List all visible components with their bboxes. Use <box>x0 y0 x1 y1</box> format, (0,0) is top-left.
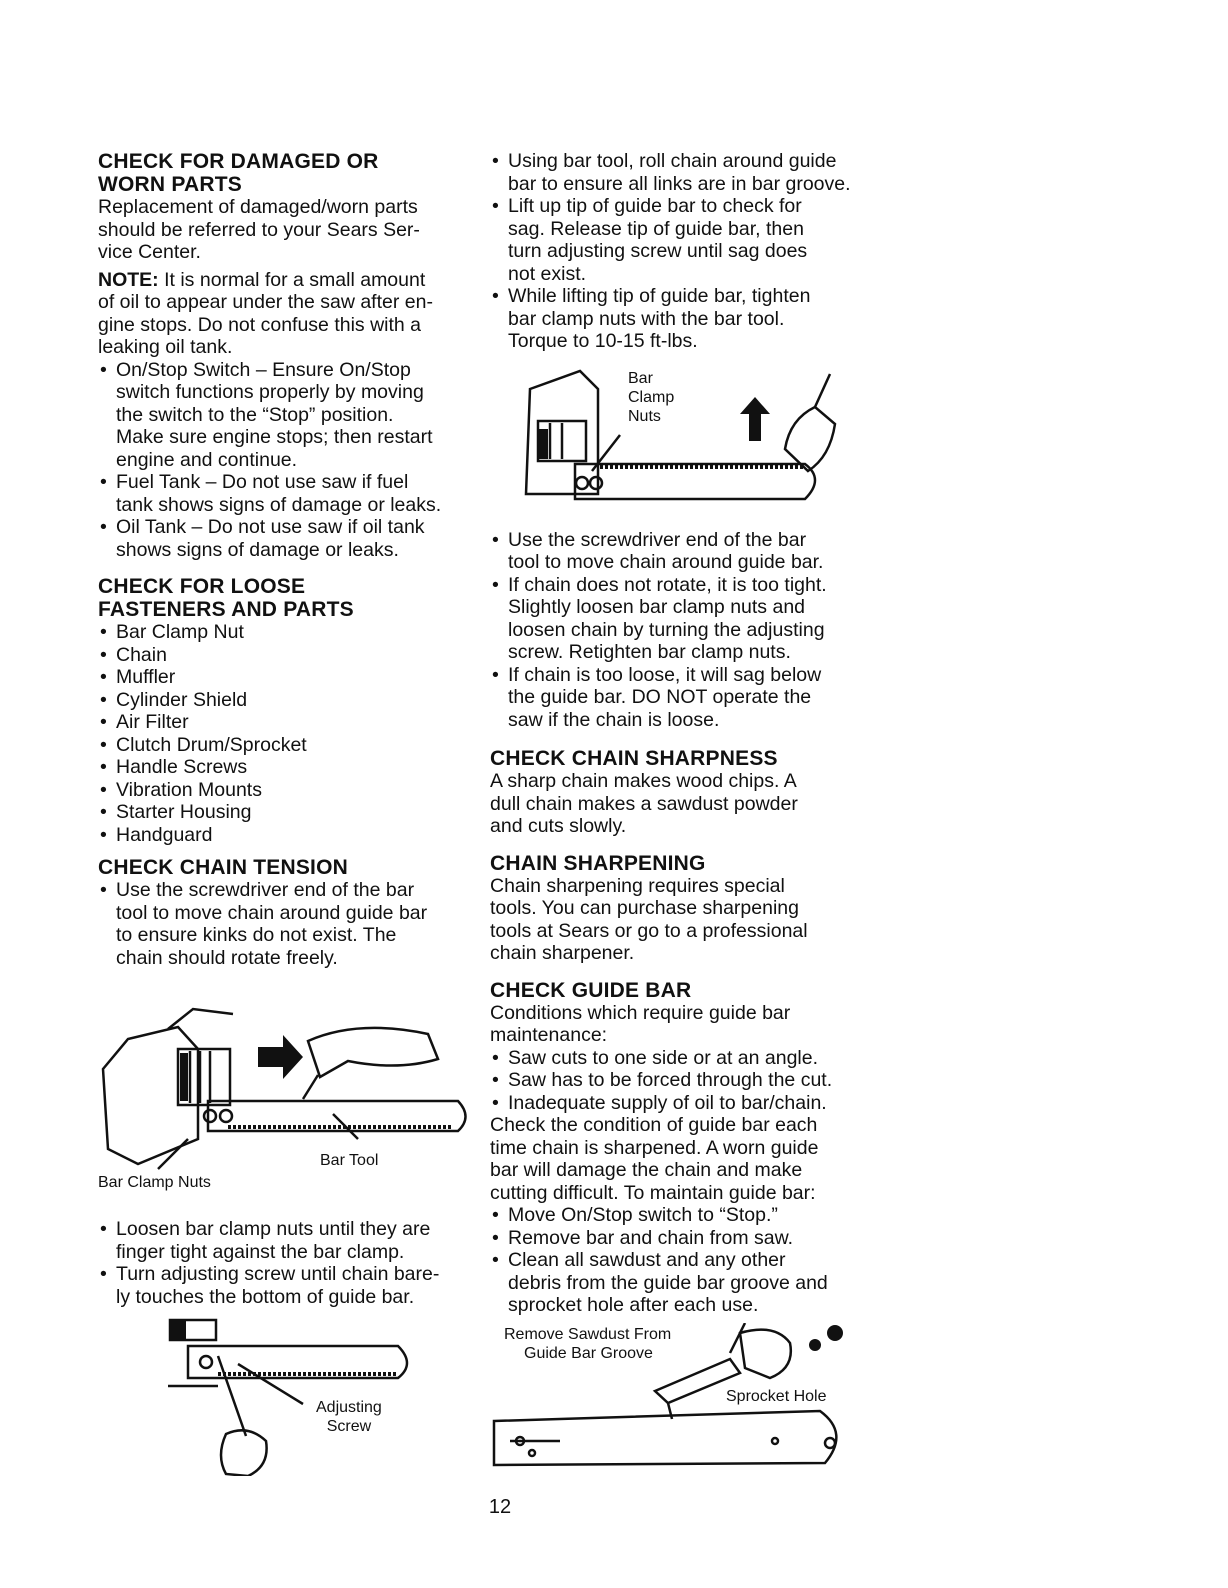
list-item: • Saw cuts to one side or at an angle. <box>490 1047 870 1070</box>
list-item: • Lift up tip of guide bar to check for sag. Release tip of guide bar, then turn adjusting screw until sag does not exist. <box>490 195 870 285</box>
list-item: • Vibration Mounts <box>98 779 478 802</box>
lift-guide-bar-illustration <box>490 359 870 519</box>
damaged-bullets <box>98 359 478 562</box>
list-item: • Move On/Stop switch to “Stop.” <box>490 1204 870 1227</box>
label-bar-clamp-nuts-right: Bar Clamp Nuts <box>628 369 675 425</box>
right-top-bullets <box>490 150 870 353</box>
label-sprocket-hole: Sprocket Hole <box>726 1387 827 1405</box>
damaged-note: NOTE: It is normal for a small amount of oil to appear under the saw after en- gine stops. Do not confuse this with a leaking oil tank. <box>98 268 433 358</box>
chainsaw-bar-tool-illustration <box>98 989 478 1204</box>
sharpness-text: A sharp chain makes wood chips. A dull chain makes a sawdust powder and cuts slowly. <box>490 770 798 837</box>
list-item: • On/Stop Switch – Ensure On/Stop switch functions properly by moving the switch to the “Stop” position. Make sure engine stops; then restart engine and continue. <box>98 359 478 472</box>
list-item: • Handguard <box>98 824 478 847</box>
loose-items <box>98 621 478 846</box>
list-item: • Turn adjusting screw until chain bare- ly touches the bottom of guide bar. <box>98 1263 478 1308</box>
list-item: • If chain is too loose, it will sag below the guide bar. DO NOT operate the saw if the chain is loose. <box>490 664 870 732</box>
guide-bar-steps <box>490 1204 870 1317</box>
heading-check-tension: CHECK CHAIN TENSION <box>98 856 348 879</box>
list-item: • Saw has to be forced through the cut. <box>490 1069 870 1092</box>
list-item: • Fuel Tank – Do not use saw if fuel tank shows signs of damage or leaks. <box>98 471 478 516</box>
list-item: • Clean all sawdust and any other debris from the guide bar groove and sprocket hole after each use. <box>490 1249 870 1317</box>
label-adjusting-screw: Adjusting Screw <box>316 1399 382 1435</box>
heading-check-loose: CHECK FOR LOOSE FASTENERS AND PARTS <box>98 575 354 621</box>
list-item: • While lifting tip of guide bar, tighten bar clamp nuts with the bar tool. Torque to 10-15 ft-lbs. <box>490 285 870 353</box>
list-item: • Cylinder Shield <box>98 689 478 712</box>
heading-check-damaged: CHECK FOR DAMAGED OR WORN PARTS <box>98 150 379 196</box>
list-item: • Starter Housing <box>98 801 478 824</box>
figure-adjusting-screw <box>98 1316 478 1476</box>
label-bar-tool: Bar Tool <box>320 1152 379 1169</box>
right-mid-bullets <box>490 529 870 732</box>
list-item: • Inadequate supply of oil to bar/chain. <box>490 1092 870 1115</box>
damaged-intro: Replacement of damaged/worn parts should be referred to your Sears Ser- vice Center. <box>98 196 420 263</box>
guide-bar-conditions <box>490 1047 870 1115</box>
list-item: • Bar Clamp Nut <box>98 621 478 644</box>
list-item: • Handle Screws <box>98 756 478 779</box>
list-item: • Loosen bar clamp nuts until they are finger tight against the bar clamp. <box>98 1218 478 1263</box>
list-item: • Remove bar and chain from saw. <box>490 1227 870 1250</box>
figure-guide-bar-cleaning <box>490 1323 870 1483</box>
list-item: • Clutch Drum/Sprocket <box>98 734 478 757</box>
left-column <box>98 150 478 1476</box>
label-bar-clamp-nuts: Bar Clamp Nuts <box>98 1174 211 1191</box>
label-remove-sawdust: Remove Sawdust From Guide Bar Groove <box>504 1325 672 1362</box>
list-item: • Muffler <box>98 666 478 689</box>
guide-bar-para: Check the condition of guide bar each time chain is sharpened. A worn guide bar will damage the chain and make cutting difficult. To maintain guide bar: <box>490 1114 819 1204</box>
page-number: 12 <box>488 1496 512 1518</box>
tension-bullets-2 <box>98 1218 478 1308</box>
heading-chain-sharpening: CHAIN SHARPENING <box>490 851 706 875</box>
sharpening-text: Chain sharpening requires special tools. You can purchase sharpening tools at Sears or go to a professional chain sharpener. <box>490 874 808 964</box>
figure-bar-clamp-nuts <box>490 359 870 519</box>
figure-bar-tool <box>98 989 478 1204</box>
right-column <box>490 150 870 1483</box>
list-item: • Using bar tool, roll chain around guide bar to ensure all links are in bar groove. <box>490 150 870 195</box>
list-item: • Use the screwdriver end of the bar tool to move chain around guide bar to ensure kinks do not exist. The chain should rotate freely. <box>98 879 478 969</box>
tension-bullets <box>98 879 478 969</box>
list-item: • Oil Tank – Do not use saw if oil tank shows signs of damage or leaks. <box>98 516 478 561</box>
list-item: • Air Filter <box>98 711 478 734</box>
list-item: • Use the screwdriver end of the bar tool to move chain around guide bar. <box>490 529 870 574</box>
list-item: • Chain <box>98 644 478 667</box>
guide-bar-intro: Conditions which require guide bar maintenance: <box>490 1001 791 1046</box>
heading-check-guide-bar: CHECK GUIDE BAR <box>490 978 692 1002</box>
adjusting-screw-illustration <box>98 1316 478 1476</box>
heading-check-sharpness: CHECK CHAIN SHARPNESS <box>490 747 778 770</box>
list-item: • If chain does not rotate, it is too tight. Slightly loosen bar clamp nuts and loosen chain by turning the adjusting screw. Retighten bar clamp nuts. <box>490 574 870 664</box>
